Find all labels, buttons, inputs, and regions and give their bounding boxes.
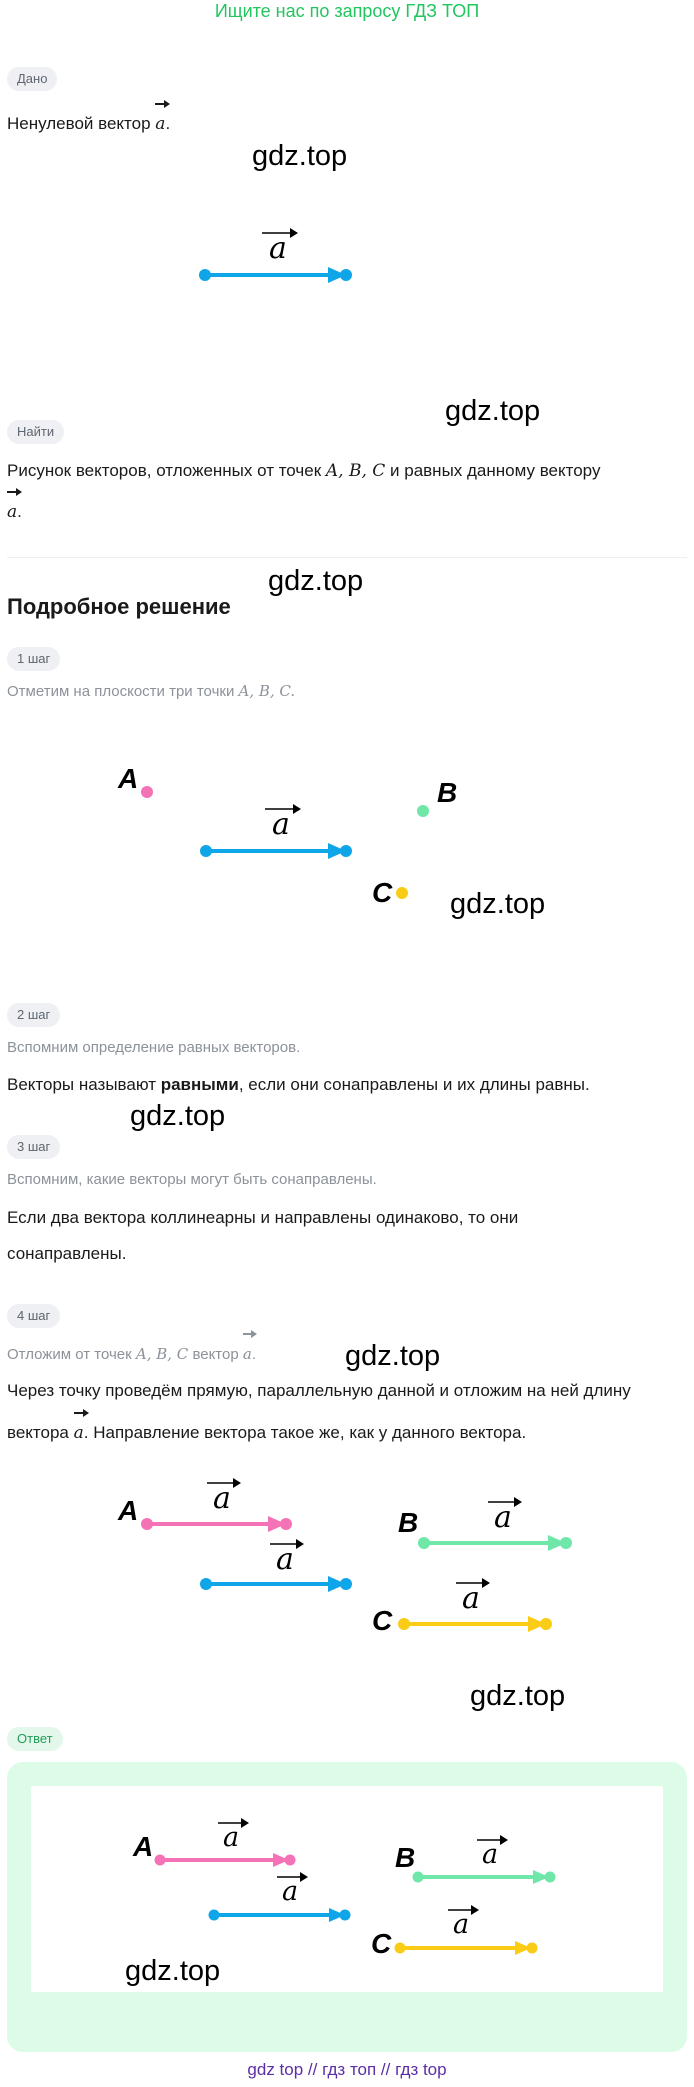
- vector-a-start-point: [209, 1910, 220, 1921]
- vector-a-label: a: [276, 1542, 294, 1577]
- step3-line1: Если два вектора коллинеарны и направлены одинаково, то они: [7, 1208, 519, 1227]
- vector-from-c-end: [540, 1618, 552, 1630]
- vector-a-end-point: [340, 1910, 351, 1921]
- vector-a-label: a: [223, 1822, 240, 1853]
- vector-from-b-end: [560, 1537, 572, 1549]
- step2-text-a: Векторы называют: [7, 1075, 161, 1094]
- point-b: [418, 1537, 430, 1549]
- vector-a-label-arrow: [293, 804, 301, 814]
- point-c-label: C: [372, 877, 393, 908]
- solution-heading: Подробное решение: [7, 594, 231, 619]
- watermark: gdz.top: [252, 140, 348, 172]
- vector-a-end-point: [340, 1578, 352, 1590]
- step2-text-bold: равными: [160, 1075, 239, 1094]
- step1-figure: [0, 750, 694, 940]
- watermark: gdz.top: [130, 1100, 226, 1132]
- given-label: Ненулевой вектор: [7, 114, 151, 133]
- step3-tag: 3 шаг: [7, 1135, 60, 1159]
- vector-a-end-point: [340, 845, 352, 857]
- point-b: [413, 1872, 424, 1883]
- given-end: .: [165, 114, 171, 133]
- step2-tag: 2 шаг: [7, 1003, 60, 1027]
- step4-muted-math: A, B, C: [135, 1345, 189, 1363]
- point-c: [396, 887, 408, 899]
- step4-line2-a: вектора: [7, 1423, 69, 1442]
- answer-tag: Ответ: [7, 1727, 63, 1751]
- vector-from-a-end: [280, 1518, 292, 1530]
- find-tag: Найти: [7, 420, 64, 444]
- watermark: gdz.top: [445, 395, 541, 427]
- step4-figure: [0, 1470, 694, 1670]
- vector-a-label: a: [269, 231, 287, 266]
- point-a-label: A: [118, 1495, 139, 1526]
- watermark: gdz.top: [125, 1955, 221, 1987]
- vector-label-arrow: [233, 1478, 241, 1488]
- point-a: [141, 786, 153, 798]
- vector-a-label: a: [453, 1909, 470, 1940]
- step4-tag: 4 шаг: [7, 1304, 60, 1328]
- given-figure: [0, 220, 694, 380]
- vector-label-arrow: [241, 1818, 249, 1828]
- step3-line2: сонаправлены.: [7, 1244, 127, 1263]
- vector-a-label: a: [282, 1876, 299, 1907]
- vector-a-start-point: [199, 269, 211, 281]
- vector-a-label: a: [462, 1581, 480, 1616]
- vector-a-start-point: [200, 1578, 212, 1590]
- step1-tag: 1 шаг: [7, 647, 60, 671]
- vector-a-label: a: [482, 1839, 499, 1870]
- find-end: .: [17, 502, 22, 521]
- vector-a-start-point: [200, 845, 212, 857]
- point-c: [398, 1618, 410, 1630]
- vector-label-arrow: [300, 1872, 308, 1882]
- vector-a-label: a: [494, 1500, 512, 1535]
- vector-a-symbol: a: [74, 1409, 84, 1451]
- top-search-hint[interactable]: Ищите нас по запросу ГДЗ ТОП: [214, 1, 480, 21]
- step1-muted-math: A, B, C.: [238, 682, 296, 700]
- point-c-label: C: [372, 1605, 393, 1636]
- vector-from-b-end: [545, 1872, 556, 1883]
- vector-label-arrow: [471, 1905, 479, 1915]
- find-line1: Рисунок векторов, отложенных от точек: [7, 461, 322, 480]
- point-b: [417, 805, 429, 817]
- step4-line1: Через точку проведём прямую, параллельную данной и отложим на ней длину: [7, 1381, 631, 1400]
- vector-a-end-point: [340, 269, 352, 281]
- step1-muted: [7, 673, 295, 710]
- find-line1-end: и равных данному вектору: [390, 461, 601, 480]
- vector-a-symbol: a: [243, 1330, 252, 1372]
- step4-muted: [7, 1330, 256, 1373]
- given-tag: Дано: [7, 67, 57, 91]
- footer-links[interactable]: gdz top // гдз топ // гдз top: [247, 2060, 447, 2079]
- vector-a-symbol: a: [7, 488, 17, 530]
- vector-a-label: a: [272, 807, 290, 842]
- vector-label-arrow: [500, 1835, 508, 1845]
- find-points: A, B, C: [325, 461, 386, 481]
- vector-a-symbol: a: [155, 100, 165, 142]
- step2-muted: Вспомним определение равных векторов.: [7, 1039, 301, 1056]
- vector-a-label: a: [213, 1481, 231, 1516]
- watermark: gdz.top: [345, 1340, 441, 1372]
- step4-muted-end: .: [251, 1346, 256, 1363]
- step2-text: [7, 1067, 590, 1103]
- step4-muted-text: Отложим от точек: [7, 1346, 132, 1363]
- step3-muted: Вспомним, какие векторы могут быть сонаправлены.: [7, 1171, 377, 1188]
- step4-line2-b: . Направление вектора такое же, как у данного вектора.: [83, 1423, 527, 1442]
- find-text-line1: [7, 453, 600, 489]
- point-a: [155, 1855, 166, 1866]
- divider: [7, 557, 687, 558]
- point-c: [395, 1943, 406, 1954]
- watermark: gdz.top: [470, 1680, 566, 1712]
- vector-from-a-end: [285, 1855, 296, 1866]
- vector-a-label-arrow: [290, 228, 298, 238]
- find-text-line2: [7, 488, 22, 530]
- watermark: gdz.top: [268, 565, 364, 597]
- step4-muted-tail: вектор: [192, 1346, 239, 1363]
- given-text: [7, 100, 170, 142]
- point-b-label: B: [395, 1842, 416, 1873]
- point-b-label: B: [437, 777, 458, 808]
- answer-figure: [0, 1810, 694, 2010]
- vector-label-arrow: [482, 1578, 490, 1588]
- step1-muted-text: Отметим на плоскости три точки: [7, 683, 235, 700]
- watermark: gdz.top: [450, 888, 546, 920]
- point-b-label: B: [398, 1507, 419, 1538]
- vector-label-arrow: [296, 1539, 304, 1549]
- point-a-label: A: [118, 763, 139, 794]
- step4-line2: [7, 1409, 526, 1451]
- point-a: [141, 1518, 153, 1530]
- point-c-label: C: [371, 1928, 392, 1959]
- point-a-label: A: [133, 1831, 154, 1862]
- vector-label-arrow: [514, 1497, 522, 1507]
- vector-from-c-end: [527, 1943, 538, 1954]
- step2-text-b: , если они сонаправлены и их длины равны.: [238, 1075, 590, 1094]
